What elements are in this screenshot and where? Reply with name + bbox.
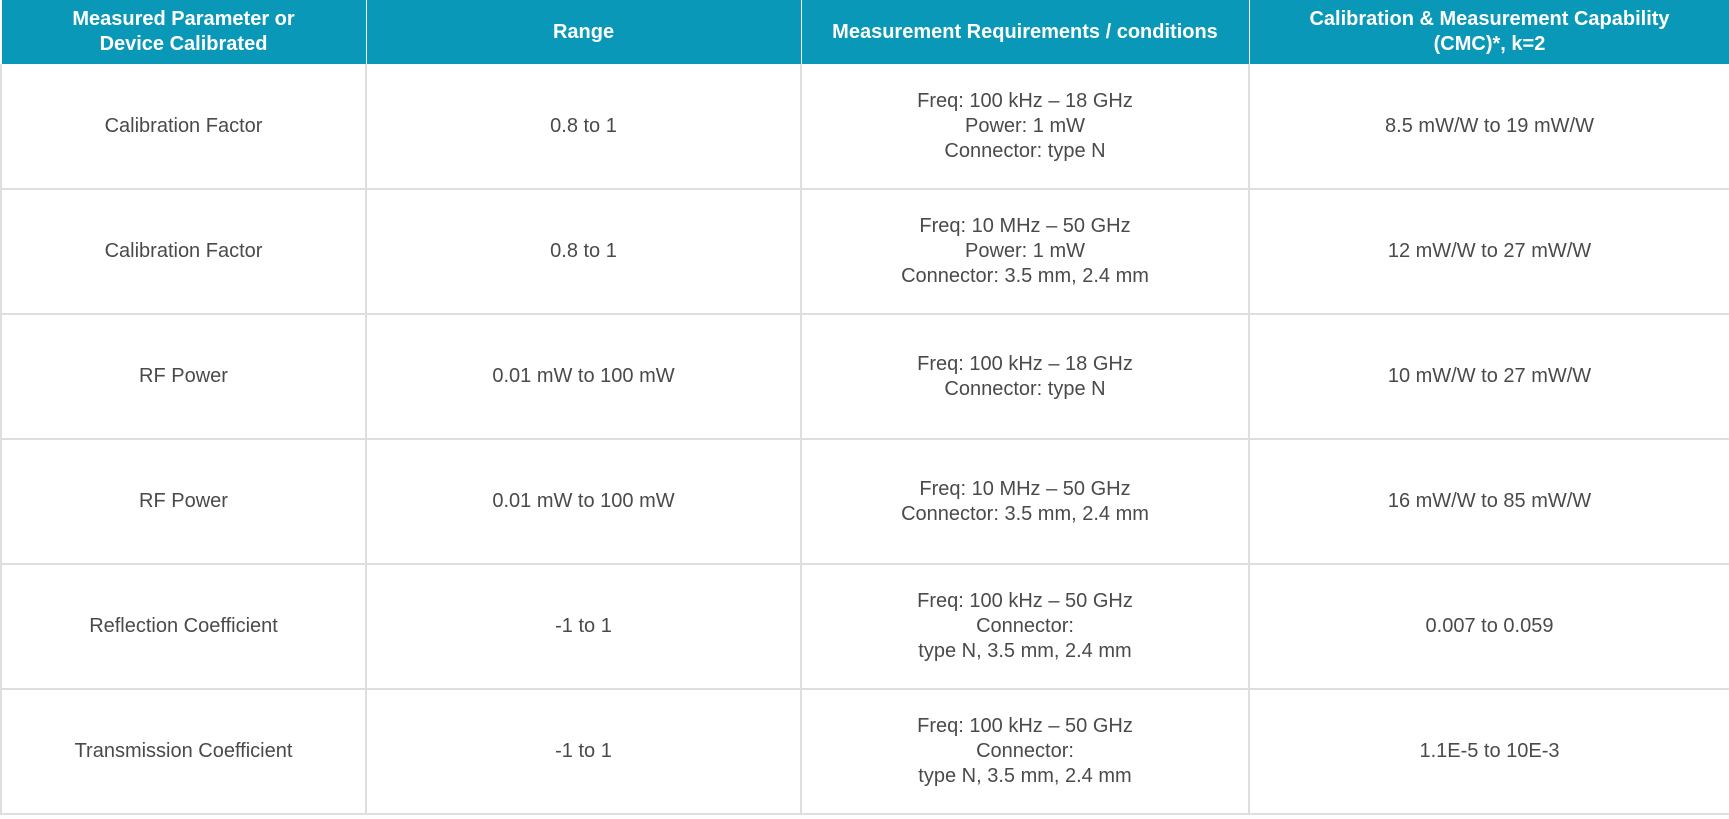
condition-line: Freq: 10 MHz – 50 GHz [919, 215, 1131, 237]
cell-cmc: 0.007 to 0.059 [1249, 564, 1729, 689]
cell-conditions [801, 64, 1249, 189]
condition-line: Connector: [976, 615, 1074, 637]
table-header [1, 0, 1729, 64]
cell-range: -1 to 1 [366, 689, 801, 814]
cell-cmc: 1.1E-5 to 10E-3 [1249, 689, 1729, 814]
cell-conditions [801, 314, 1249, 439]
header-line: Device Calibrated [99, 33, 268, 55]
table-row [1, 189, 1729, 314]
cell-conditions [801, 689, 1249, 814]
cell-parameter: RF Power [1, 314, 366, 439]
condition-line: Connector: [976, 740, 1074, 762]
condition-line: Connector: 3.5 mm, 2.4 mm [901, 265, 1149, 287]
condition-line: Connector: type N [944, 377, 1106, 400]
condition-line: type N, 3.5 mm, 2.4 mm [918, 640, 1132, 662]
condition-line: Freq: 10 MHz – 50 GHz [919, 477, 1131, 500]
header-conditions [801, 0, 1249, 64]
cell-parameter: Reflection Coefficient [1, 564, 366, 689]
cell-conditions [801, 189, 1249, 314]
table-body [1, 64, 1729, 814]
condition-line: Freq: 100 kHz – 50 GHz [917, 715, 1133, 737]
header-parameter [1, 0, 366, 64]
cell-cmc: 8.5 mW/W to 19 mW/W [1249, 64, 1729, 189]
condition-line: Freq: 100 kHz – 18 GHz [917, 352, 1133, 375]
condition-line: Connector: type N [944, 139, 1106, 162]
cell-parameter: Transmission Coefficient [1, 689, 366, 814]
cell-range: -1 to 1 [366, 564, 801, 689]
condition-line: Freq: 100 kHz – 18 GHz [917, 89, 1133, 112]
cell-cmc: 10 mW/W to 27 mW/W [1249, 314, 1729, 439]
cell-range: 0.01 mW to 100 mW [366, 439, 801, 564]
header-range [366, 0, 801, 64]
header-line: (CMC)*, k=2 [1433, 33, 1546, 55]
condition-line: Power: 1 mW [964, 240, 1086, 262]
table-row [1, 564, 1729, 689]
header-line: Measured Parameter or [72, 8, 295, 30]
cell-conditions [801, 439, 1249, 564]
condition-line: Power: 1 mW [964, 114, 1086, 137]
cell-conditions [801, 564, 1249, 689]
cell-cmc: 16 mW/W to 85 mW/W [1249, 439, 1729, 564]
condition-line: Freq: 100 kHz – 50 GHz [917, 590, 1133, 612]
cell-parameter: Calibration Factor [1, 64, 366, 189]
cell-parameter: Calibration Factor [1, 189, 366, 314]
header-cmc [1249, 0, 1729, 64]
cell-parameter: RF Power [1, 439, 366, 564]
table-row [1, 439, 1729, 564]
table-row [1, 689, 1729, 814]
cell-cmc: 12 mW/W to 27 mW/W [1249, 189, 1729, 314]
header-line: Range [552, 20, 615, 43]
cell-range: 0.01 mW to 100 mW [366, 314, 801, 439]
header-line: Measurement Requirements / conditions [832, 20, 1218, 43]
header-row [1, 0, 1729, 64]
cell-range: 0.8 to 1 [366, 64, 801, 189]
table-row [1, 314, 1729, 439]
condition-line: type N, 3.5 mm, 2.4 mm [918, 765, 1132, 787]
cell-range: 0.8 to 1 [366, 189, 801, 314]
table-row [1, 64, 1729, 189]
header-line: Calibration & Measurement Capability [1309, 8, 1670, 30]
condition-line: Connector: 3.5 mm, 2.4 mm [901, 502, 1149, 525]
